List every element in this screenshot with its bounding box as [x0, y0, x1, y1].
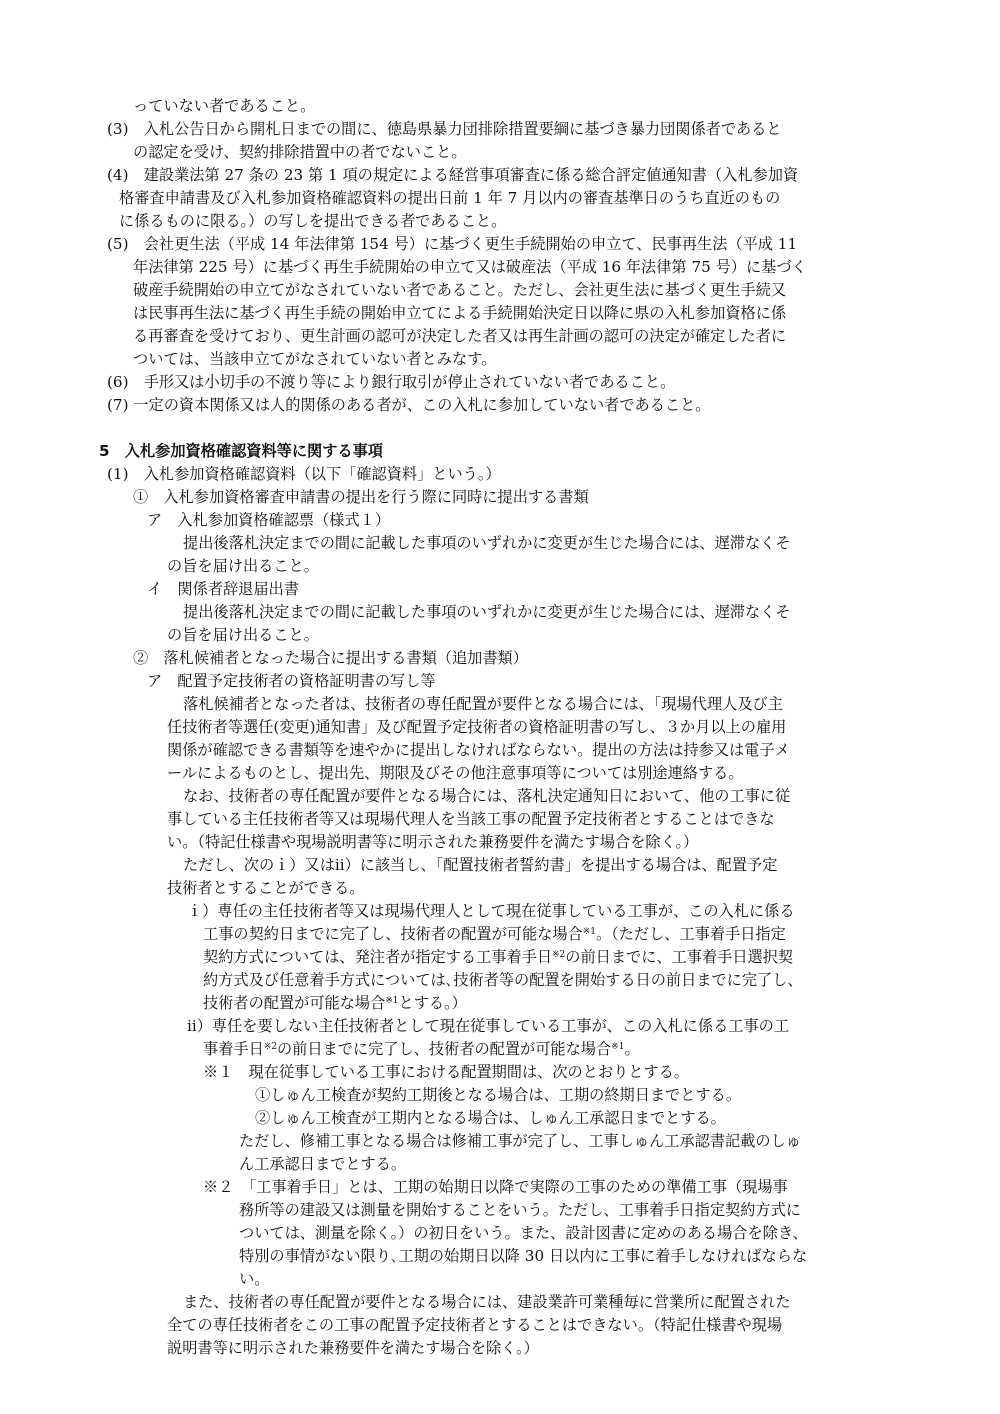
item-4-line: (4) 建設業法第 27 条の 23 第 1 項の規定による経営事項審査に係る総合評定値通知書（入札参加資 [107, 166, 799, 184]
text-line: 技術者の配置が可能な場合$^{※1}$とする。） [203, 994, 467, 1012]
text-line: ついては、当該申立てがなされていない者とみなす。 [133, 350, 497, 368]
text-line: ②しゅん工検査が工期内となる場合は、しゅん工承認日までとする。 [255, 1109, 726, 1127]
note-2-line: ※２ 「工事着手日」とは、工期の始期日以降で実際の工事のための準備工事（現場事 [203, 1178, 788, 1196]
subitem-1-heading: ① 入札参加資格審査申請書の提出を行う際に同時に提出する書類 [133, 488, 589, 506]
text-line: る再審査を受けており、更生計画の認可が決定した者又は再生計画の認可の決定が確定した者に [133, 327, 787, 345]
text-line: ただし、修補工事となる場合は修補工事が完了し、工事しゅん工承認書記載のしゅ [239, 1132, 801, 1150]
text-line: っていない者であること。 [133, 97, 316, 115]
text-line: 全ての専任技術者をこの工事の配置予定技術者とすることはできない。（特記仕様書や現場 [167, 1316, 783, 1334]
text-line: の旨を届け出ること。 [167, 626, 319, 644]
text-line: は民事再生法に基づく再生手続の開始申立てによる手続開始決定日以降に県の入札参加資格に係 [133, 304, 787, 322]
note-1-line: ※１ 現在従事している工事における配置期間は、次のとおりとする。 [203, 1063, 689, 1081]
text-line: の旨を届け出ること。 [167, 557, 319, 575]
text-line: 技術者とすることができる。 [167, 879, 365, 897]
text-line: に係るものに限る。）の写しを提出できる者であること。 [119, 212, 507, 230]
text-line: 契約方式については、発注者が指定する工事着手日$^{※2}$の前日までに、工事着手日選択契 [203, 948, 794, 966]
text-line: 事している主任技術者等又は現場代理人を当該工事の配置予定技術者とすることはできな [167, 810, 775, 828]
subitem-i-heading: イ 関係者辞退届出書 [147, 580, 299, 598]
item-7-line: (7) 一定の資本関係又は人的関係のある者が、この入札に参加していない者であること。 [107, 396, 711, 414]
text-line: ールによるものとし、提出先、期限及びその他注意事項等については別途連絡する。 [167, 764, 744, 782]
subitem-a-heading: ア 入札参加資格確認票（様式１） [147, 511, 390, 529]
text-line: ただし、次のｉ）又はⅱ）に該当し、「配置技術者誓約書」を提出する場合は、配置予定 [183, 856, 778, 874]
text-line: 破産手続開始の申立てがなされていない者であること。ただし、会社更生法に基づく更生手続又 [133, 281, 787, 299]
text-line: ついては、測量を除く。）の初日をいう。また、設計図書に定めのある場合を除き、 [239, 1224, 808, 1242]
text-line: ん工承認日までとする。 [239, 1155, 407, 1173]
subsection-1-heading: (1) 入札参加資格確認資料（以下「確認資料」という。） [107, 465, 501, 483]
text-line: 務所等の建設又は測量を開始することをいう。ただし、工事着手日指定契約方式に [239, 1201, 801, 1219]
text-line: ①しゅん工検査が契約工期後となる場合は、工期の終期日までとする。 [255, 1086, 741, 1104]
item-3-line: (3) 入札公告日から開札日までの間に、徳島県暴力団排除措置要綱に基づき暴力団関係者であると [107, 120, 782, 138]
text-line: い。 [239, 1270, 270, 1288]
text-line: 約方式及び任意着手方式については､技術者等の配置を開始する日の前日までに完了し、 [203, 971, 803, 989]
text-line: 落札候補者となった者は、技術者の専任配置が要件となる場合には、「現場代理人及び主 [183, 695, 783, 713]
text-line: 説明書等に明示された兼務要件を満たす場合を除く。） [167, 1339, 539, 1357]
text-line: 格審査申請書及び入札参加資格確認資料の提出日前 1 年 7 月以内の審査基準日のうち直近のもの [119, 189, 781, 207]
item-5-line: (5) 会社更生法（平成 14 年法律第 154 号）に基づく更生手続開始の申立て、民事再生法（平成 11 [107, 235, 798, 253]
text-line: 工事の契約日までに完了し、技術者の配置が可能な場合$^{※1}$。（ただし、工事着手日指定 [203, 925, 786, 943]
text-line: の認定を受け、契約排除措置中の者でないこと。 [133, 143, 467, 161]
text-line: また、技術者の専任配置が要件となる場合には、建設業許可業種毎に営業所に配置された [183, 1293, 791, 1311]
subitem-a-heading: ア 配置予定技術者の資格証明書の写し等 [147, 672, 436, 690]
text-line: なお、技術者の専任配置が要件となる場合には、落札決定通知日において、他の工事に従 [183, 787, 791, 805]
case-i-line: ｉ）専任の主任技術者等又は現場代理人として現在従事している工事が、この入札に係る [187, 902, 795, 920]
subitem-2-heading: ② 落札候補者となった場合に提出する書類（追加書類） [133, 649, 528, 667]
text-line: 年法律第 225 号）に基づく再生手続開始の申立て又は破産法（平成 16 年法律第 75 号）に基づく [133, 258, 807, 276]
section-5-heading: 5 入札参加資格確認資料等に関する事項 [99, 442, 383, 460]
text-line: 任技術者等選任(変更)通知書」及び配置予定技術者の資格証明書の写し、３か月以上の雇用 [167, 718, 787, 736]
text-line: 特別の事情がない限り､工期の始期日以降 30 日以内に工事に着手しなければならな [239, 1247, 808, 1265]
case-ii-line: ⅱ）専任を要しない主任技術者として現在従事している工事が、この入札に係る工事の工 [187, 1017, 790, 1035]
text-line: 提出後落札決定までの間に記載した事項のいずれかに変更が生じた場合には、遅滞なくそ [183, 534, 791, 552]
text-line: 事着手日$^{※2}$の前日までに完了し、技術者の配置が可能な場合$^{※1}$。 [203, 1040, 640, 1058]
text-line: 関係が確認できる書類等を速やかに提出しなければならない。提出の方法は持参又は電子メ [167, 741, 790, 759]
text-line: い。（特記仕様書や現場説明書等に明示された兼務要件を満たす場合を除く。） [167, 833, 699, 851]
text-line: 提出後落札決定までの間に記載した事項のいずれかに変更が生じた場合には、遅滞なくそ [183, 603, 791, 621]
item-6-line: (6) 手形又は小切手の不渡り等により銀行取引が停止されていない者であること。 [107, 373, 676, 391]
